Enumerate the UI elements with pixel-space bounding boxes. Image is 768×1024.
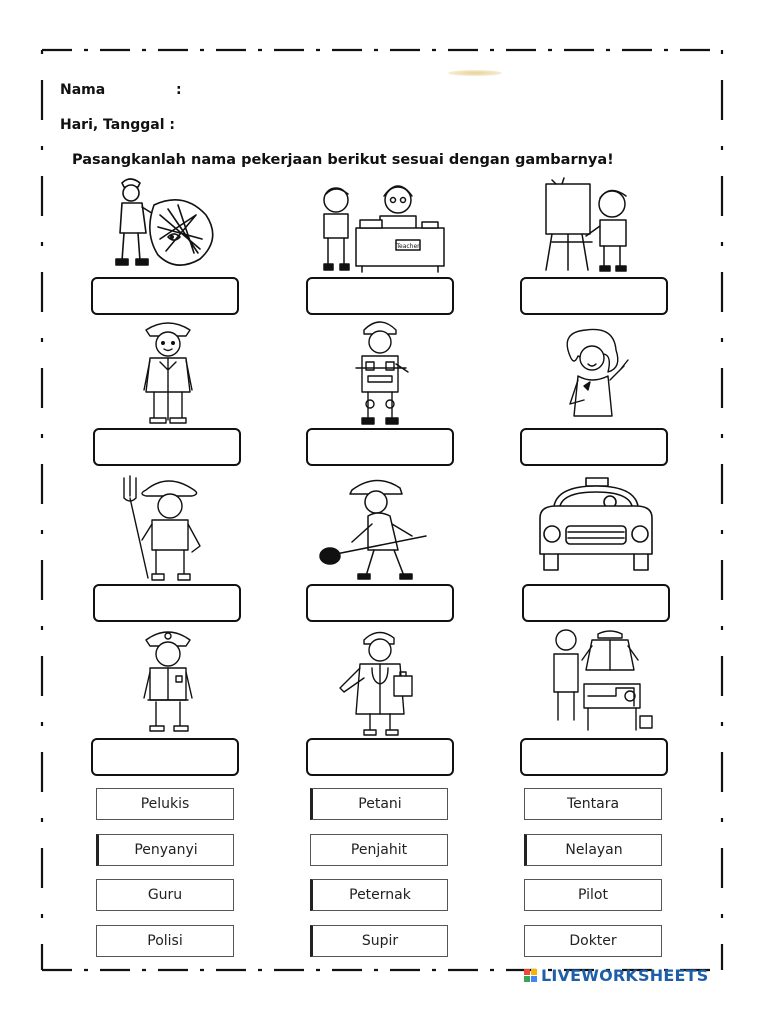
- answer-box[interactable]: [520, 738, 668, 776]
- liveworksheets-grid-icon: [524, 969, 537, 982]
- word-dokter[interactable]: Dokter: [524, 925, 662, 957]
- teacher-desk-sign: Teacher: [396, 243, 420, 250]
- answer-box[interactable]: [522, 584, 670, 622]
- word-pilot[interactable]: Pilot: [524, 879, 662, 911]
- word-supir[interactable]: Supir: [310, 925, 448, 957]
- fisherman-with-net-icon: [108, 175, 228, 273]
- liveworksheets-logo: [524, 966, 708, 985]
- instruction-text: Pasangkanlah nama pekerjaan berikut sesuai dengan gambarnya!: [72, 152, 614, 168]
- soldier-icon: [346, 316, 416, 426]
- brand-text: LIVEWORKSHEETS: [541, 966, 709, 985]
- date-label: Hari, Tanggal :: [60, 117, 175, 133]
- singer-with-microphone-icon: [552, 326, 640, 422]
- doctor-icon: [336, 626, 424, 736]
- word-penjahit[interactable]: Penjahit: [310, 834, 448, 866]
- police-officer-icon: [136, 626, 200, 734]
- word-penyanyi[interactable]: Penyanyi: [96, 834, 234, 866]
- taxi-driver-icon: [534, 476, 660, 584]
- name-label: Nama: [60, 82, 106, 98]
- paper-stain: [448, 70, 502, 76]
- word-polisi[interactable]: Polisi: [96, 925, 234, 957]
- painter-with-easel-icon: [542, 176, 642, 274]
- name-colon: :: [176, 82, 182, 98]
- word-guru[interactable]: Guru: [96, 879, 234, 911]
- teacher-and-student-icon: [314, 178, 450, 274]
- rancher-with-shovel-icon: [316, 476, 434, 582]
- word-pelukis[interactable]: Pelukis: [96, 788, 234, 820]
- name-line: [60, 82, 182, 98]
- answer-box[interactable]: [91, 277, 239, 315]
- answer-box[interactable]: [93, 428, 241, 466]
- farmer-with-pitchfork-icon: [120, 474, 210, 582]
- answer-box[interactable]: [306, 738, 454, 776]
- answer-box[interactable]: [520, 277, 668, 315]
- word-nelayan[interactable]: Nelayan: [524, 834, 662, 866]
- pilot-icon: [132, 318, 204, 426]
- answer-box[interactable]: [306, 584, 454, 622]
- answer-box[interactable]: [93, 584, 241, 622]
- answer-box[interactable]: [306, 277, 454, 315]
- word-peternak[interactable]: Peternak: [310, 879, 448, 911]
- answer-box[interactable]: [520, 428, 668, 466]
- answer-box[interactable]: [91, 738, 239, 776]
- answer-box[interactable]: [306, 428, 454, 466]
- word-tentara[interactable]: Tentara: [524, 788, 662, 820]
- tailor-with-sewing-machine-icon: [544, 626, 656, 736]
- word-petani[interactable]: Petani: [310, 788, 448, 820]
